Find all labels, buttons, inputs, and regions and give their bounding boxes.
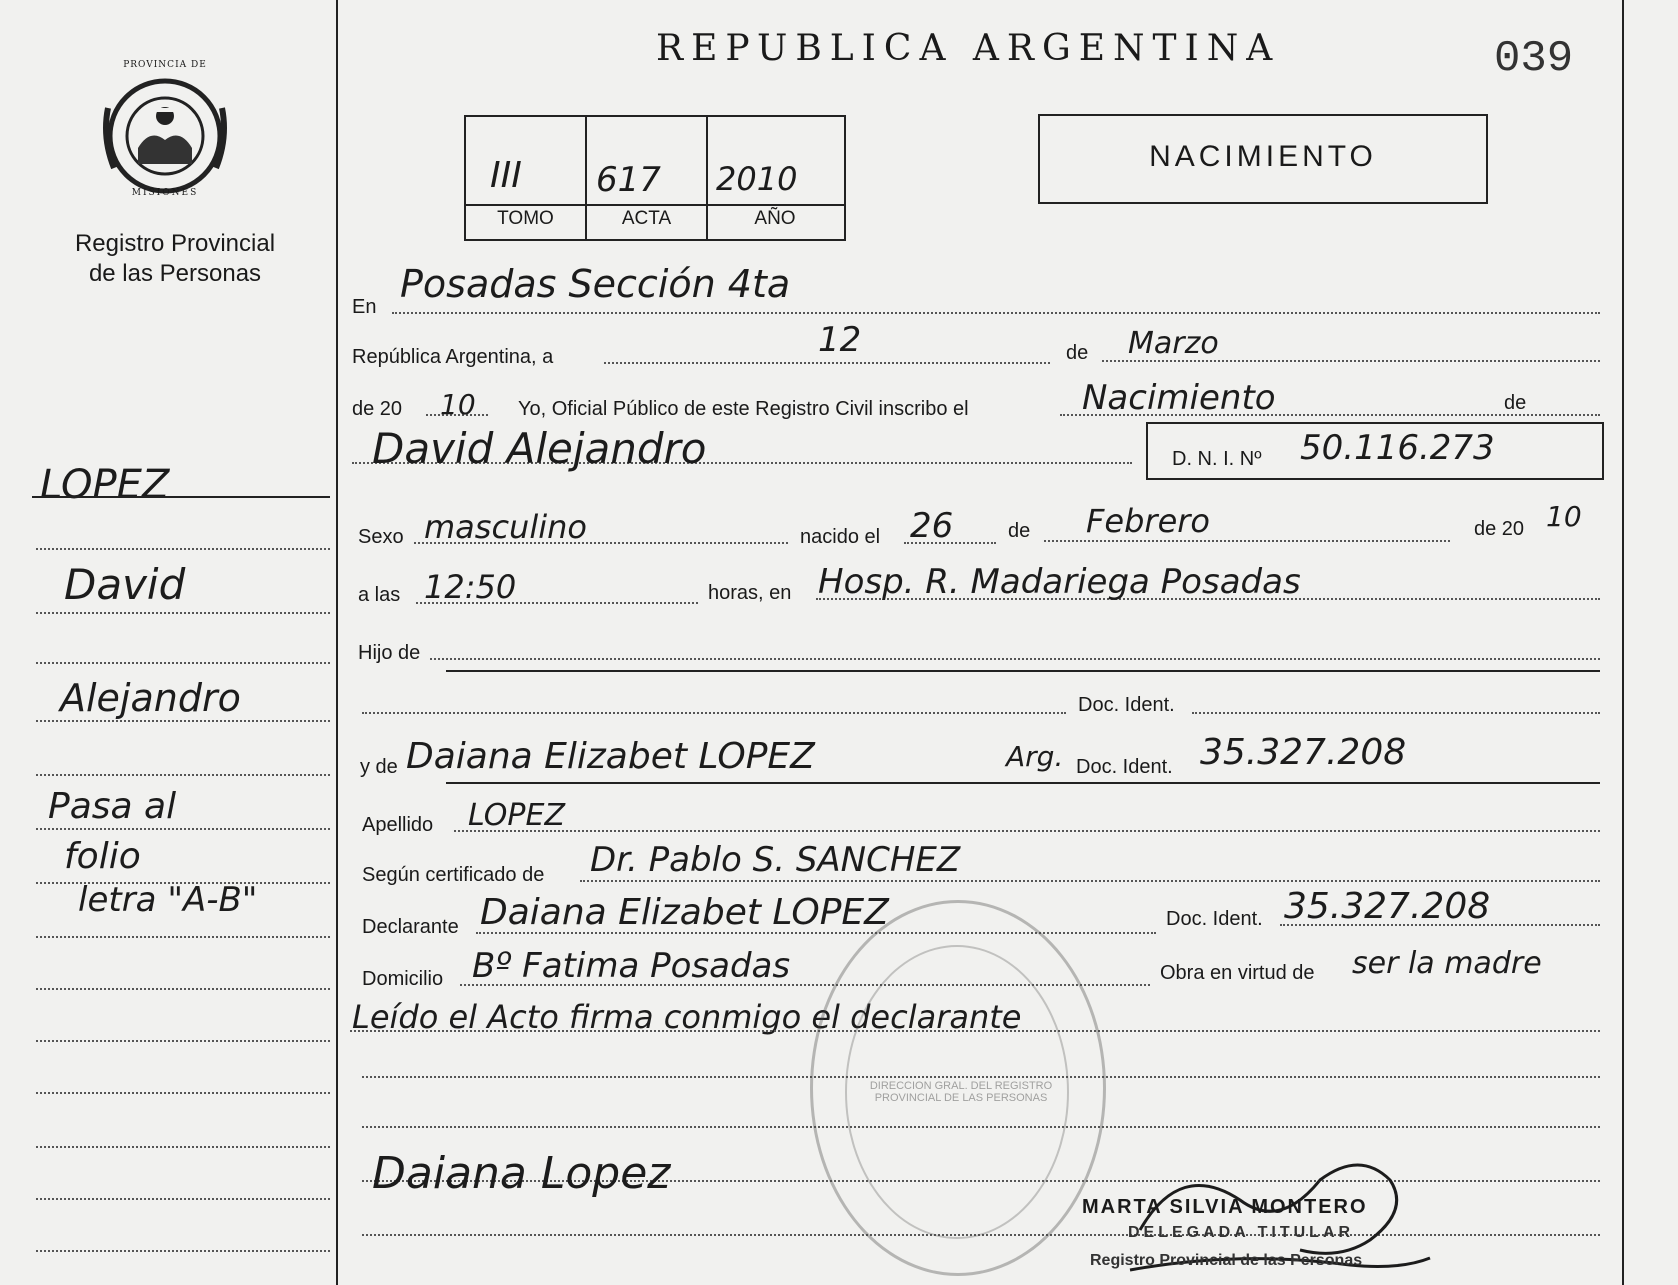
- month-value: Marzo: [1128, 326, 1219, 361]
- margin-note-line3: letra "A-B": [78, 880, 258, 920]
- margin-dotted-line: [36, 936, 330, 938]
- margin-note-line1: Pasa al: [48, 786, 177, 827]
- apellido-value: LOPEZ: [468, 798, 566, 833]
- declarante-doc-label: Doc. Ident.: [1166, 908, 1263, 930]
- anio-label: AÑO: [754, 208, 796, 229]
- domicilio-label: Domicilio: [362, 968, 444, 990]
- de20b-label: de 20: [1474, 518, 1525, 540]
- leido-value: Leído el Acto firma conmigo el declarante: [352, 998, 1022, 1036]
- record-box-divider: [466, 204, 844, 206]
- de-label: de: [1066, 342, 1089, 364]
- declarante-doc-value: 35.327.208: [1284, 886, 1491, 927]
- horas-label: horas, en: [708, 582, 792, 604]
- margin-dotted-line: [36, 548, 330, 550]
- province-seal-emblem: [100, 68, 230, 203]
- birth-month-value: Febrero: [1086, 502, 1210, 540]
- yo-text: Yo, Oficial Público de este Registro Civil inscribo el: [518, 398, 969, 420]
- seal-text-bottom: MISIONES: [131, 188, 199, 198]
- acta-label: ACTA: [621, 208, 672, 229]
- anio-value: 2010: [716, 160, 798, 198]
- tomo-label: TOMO: [497, 208, 554, 229]
- sexo-label: Sexo: [358, 526, 404, 548]
- yde-label: y de: [360, 756, 398, 778]
- declarante-label: Declarante: [362, 916, 459, 938]
- margin-surname-underline: [32, 496, 330, 498]
- birth-year-value: 10: [1546, 500, 1582, 533]
- margin-dotted-line: [36, 1146, 330, 1148]
- dni-label: D. N. I. Nº: [1172, 448, 1262, 470]
- registry-title-line2: de las Personas: [88, 260, 262, 287]
- margin-dotted-line: [36, 662, 330, 664]
- hijo-label: Hijo de: [358, 642, 421, 664]
- margin-dotted-line: [36, 1092, 330, 1094]
- domicilio-value: Bº Fatima Posadas: [472, 946, 791, 986]
- certificado-value: Dr. Pablo S. SANCHEZ: [590, 840, 961, 880]
- acta-value: 617: [596, 160, 661, 200]
- father-strike-line: [446, 670, 1600, 672]
- en-value: Posadas Sección 4ta: [400, 262, 791, 306]
- en-dotted-line: [392, 312, 1600, 314]
- father-dotted-line: [430, 658, 1600, 660]
- year-value: 10: [440, 388, 476, 421]
- father-doc-label: Doc. Ident.: [1078, 694, 1175, 716]
- document-type-label: NACIMIENTO: [1149, 140, 1377, 173]
- act-value: Nacimiento: [1082, 378, 1276, 418]
- mother-name-value: Daiana Elizabet LOPEZ: [406, 736, 815, 777]
- father-doc-dotted-line: [362, 712, 1066, 714]
- margin-dotted-line: [36, 612, 330, 614]
- en-label: En: [352, 296, 377, 318]
- birth-month-dotted-line: [1044, 540, 1450, 542]
- republica-label: República Argentina, a: [352, 346, 554, 368]
- official-office: Registro Provincial de las Personas: [1090, 1252, 1363, 1269]
- margin-surname: LOPEZ: [40, 462, 170, 508]
- declarante-value: Daiana Elizabet LOPEZ: [480, 892, 889, 933]
- apellido-dotted-line: [454, 830, 1600, 832]
- obra-value: ser la madre: [1352, 946, 1542, 981]
- margin-dotted-line: [36, 882, 330, 884]
- mother-doc-label: Doc. Ident.: [1076, 756, 1173, 778]
- de20-label: de 20: [352, 398, 403, 420]
- certificado-label: Según certificado de: [362, 864, 545, 886]
- obra-label: Obra en virtud de: [1160, 962, 1315, 984]
- day-value: 12: [818, 320, 862, 360]
- de2-label: de: [1504, 392, 1527, 414]
- nacido-label: nacido el: [800, 526, 881, 548]
- sheet-number: 039: [1494, 34, 1574, 84]
- registry-title-line1: Registro Provincial: [74, 230, 276, 257]
- day-dotted-line: [604, 362, 1050, 364]
- birth-day-value: 26: [910, 506, 954, 546]
- margin-note-line2: folio: [64, 836, 141, 877]
- country-title: REPUBLICA ARGENTINA: [656, 28, 1281, 69]
- official-role: DELEGADA TITULAR: [1128, 1224, 1355, 1241]
- hour-value: 12:50: [424, 568, 517, 606]
- tomo-value: III: [490, 155, 522, 196]
- certificado-dotted-line: [580, 880, 1600, 882]
- father-docnum-dotted-line: [1192, 712, 1600, 714]
- alas-label: a las: [358, 584, 401, 606]
- margin-dotted-line: [36, 720, 330, 722]
- margin-dotted-line: [36, 774, 330, 776]
- place-value: Hosp. R. Madariega Posadas: [818, 562, 1301, 602]
- margin-second-name: Alejandro: [60, 676, 241, 720]
- de3-label: de: [1008, 520, 1031, 542]
- mother-doc-value: 35.327.208: [1200, 732, 1407, 773]
- stamp-text: DIRECCION GRAL. DEL REGISTRO PROVINCIAL DE LAS PERSONAS: [869, 1080, 1053, 1104]
- dni-value: 50.116.273: [1300, 428, 1495, 468]
- margin-dotted-line: [36, 988, 330, 990]
- child-name-value: David Alejandro: [372, 424, 707, 473]
- margin-divider-line: [336, 0, 338, 1285]
- margin-dotted-line: [36, 1250, 330, 1252]
- seal-text-top: PROVINCIA DE: [123, 60, 207, 70]
- margin-dotted-line: [36, 1040, 330, 1042]
- right-border-line: [1622, 0, 1624, 1285]
- declarant-signature: Daiana Lopez: [372, 1148, 671, 1199]
- official-name: MARTA SILVIA MONTERO: [1082, 1196, 1368, 1218]
- apellido-label: Apellido: [362, 814, 434, 836]
- margin-dotted-line: [36, 1198, 330, 1200]
- sexo-value: masculino: [424, 508, 587, 546]
- mother-nationality-value: Arg.: [1006, 740, 1064, 773]
- mother-underline: [446, 782, 1600, 784]
- margin-first-name: David: [64, 560, 186, 609]
- margin-dotted-line: [36, 828, 330, 830]
